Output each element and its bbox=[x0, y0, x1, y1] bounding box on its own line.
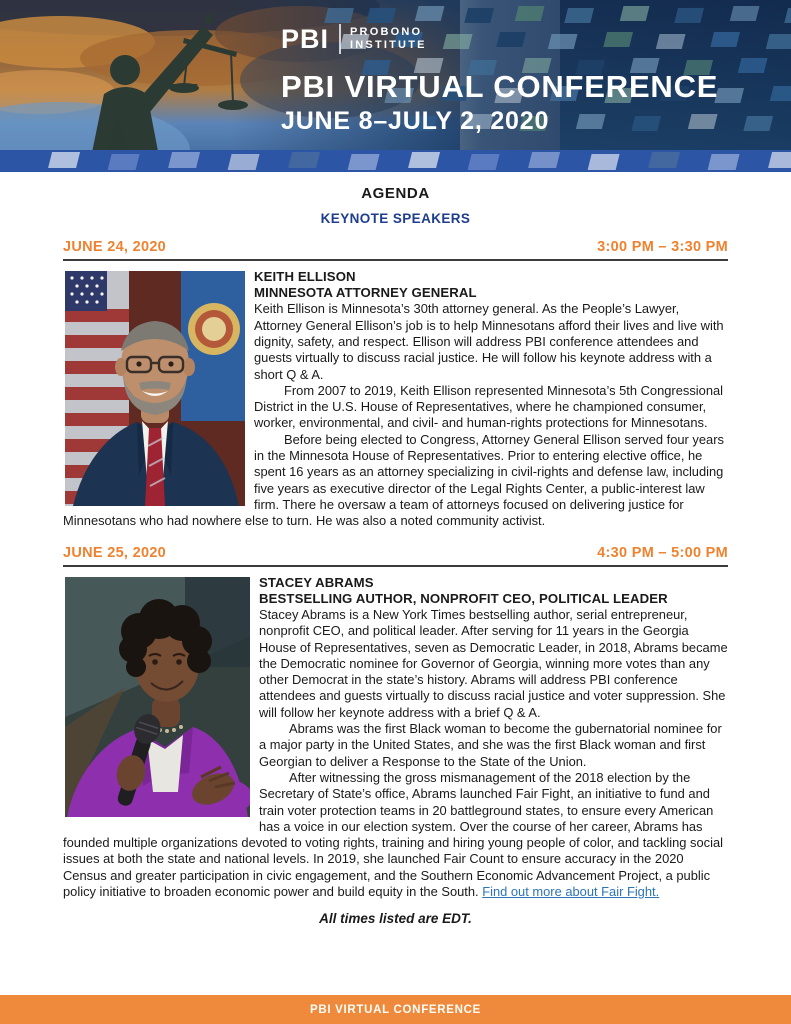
timezone-note: All times listed are EDT. bbox=[319, 911, 472, 927]
divider bbox=[63, 259, 728, 261]
pbi-logo bbox=[281, 24, 718, 54]
speaker-role: MINNESOTA ATTORNEY GENERAL bbox=[254, 285, 477, 301]
session-date-time-row bbox=[63, 545, 728, 561]
divider bbox=[63, 565, 728, 567]
minnesota-flag bbox=[181, 271, 245, 421]
conference-title: PBI VIRTUAL CONFERENCE bbox=[281, 69, 719, 104]
bio-paragraph: Abrams was the first Black woman to become the gubernatorial nominee for a major party in the United States, and she was the first Black woman and first Georgian to deliver a Response to the State of the Union. bbox=[259, 721, 722, 769]
banner-content bbox=[281, 24, 718, 134]
speaker-role: BESTSELLING AUTHOR, NONPROFIT CEO, POLITICAL LEADER bbox=[259, 590, 668, 606]
bio-paragraph: From 2007 to 2019, Keith Ellison represented Minnesota’s 5th Congressional District in the U.S. House of Representatives, where he championed consumer, worker, environmental, and civil- and human-rights protections for Minnesotans. bbox=[254, 382, 724, 431]
session-time: 4:30 PM – 5:00 PM bbox=[597, 544, 728, 561]
logo-divider bbox=[339, 24, 341, 54]
footer-label: PBI VIRTUAL CONFERENCE bbox=[309, 1003, 482, 1016]
conference-dates: JUNE 8–JULY 2, 2020 bbox=[281, 107, 550, 135]
fair-fight-link[interactable]: Find out more about Fair Fight. bbox=[482, 884, 660, 900]
speaker-name: STACEY ABRAMS bbox=[259, 574, 374, 590]
paragraph-text: After witnessing the gross mismanagement of the 2018 election by the Secretary of State’s office, Abrams launched Fair Fight, an initiative to fund and train voter protection teams in 20 battleground states, to ensure every American has a voice in our election system. Over the course of her career, Abrams has founded multiple organizations devoted to voting rights, training and hiring young people of color, and tackling social issues at both the state and national levels. In 2019, she launched Fair Count to ensure accuracy in the 2020 Census and greater participation in civic engagement, and the Southern Economic Advancement Project, a public policy initiative to broaden economic power and build equity in the South. bbox=[63, 769, 723, 900]
conference-banner bbox=[0, 0, 791, 172]
keith-ellison-photo bbox=[65, 271, 245, 506]
bio-paragraph: Keith Ellison is Minnesota’s 30th attorney general. As the People’s Lawyer, Attorney General Ellison’s job is to help Minnesotans afford their lives and live with dignity, safety, and respect. Ellison will address PBI conference attendees and guests virtually to discuss racial justice. He will follow his keynote address with a short Q & A. bbox=[254, 301, 724, 382]
stacey-abrams-photo bbox=[65, 577, 250, 817]
session-time: 3:00 PM – 3:30 PM bbox=[597, 239, 728, 255]
speaker-name: KEITH ELLISON bbox=[254, 269, 356, 284]
session-date: JUNE 24, 2020 bbox=[63, 239, 167, 255]
keynote-speakers-heading: KEYNOTE SPEAKERS bbox=[320, 211, 471, 226]
footer-bar bbox=[0, 995, 791, 1024]
pbi-logo-subtext: PROBONO INSTITUTE bbox=[350, 25, 427, 51]
session-date-time-row bbox=[63, 239, 728, 255]
agenda-page bbox=[0, 172, 791, 995]
bio-paragraph: Stacey Abrams is a New York Times bestselling author, serial entrepreneur, nonprofit CEO, and political leader. After serving for 11 years in the Georgia House of Representatives, seven as Democratic Leader, in 2018, Abrams became the Democratic nominee for Governor of Georgia, winning more votes than any other Democrat in the state’s history. Abrams will address PBI conference attendees and guests virtually to discuss racial justice and voter suppression. She will follow her keynote address with a brief Q & A. bbox=[259, 606, 728, 720]
session-date: JUNE 25, 2020 bbox=[63, 544, 167, 561]
speaker-section-keith-ellison bbox=[63, 269, 728, 530]
pbi-logo-text: PBI bbox=[281, 23, 330, 54]
bio-paragraph: Before being elected to Congress, Attorney General Ellison served four years in the Minnesota House of Representatives. Prior to entering elective office, he spent 16 years as an attorney specializing in civil-rights and defense law, including five years as executive director of the Legal Rights Center, a public-interest law firm. There he oversaw a team of attorneys focused on delivering justice for Minnesotans who had nowhere else to turn. He was also a noted community activist. bbox=[63, 431, 724, 529]
page-title: AGENDA bbox=[361, 185, 430, 202]
speaker-section-stacey-abrams bbox=[63, 575, 728, 901]
